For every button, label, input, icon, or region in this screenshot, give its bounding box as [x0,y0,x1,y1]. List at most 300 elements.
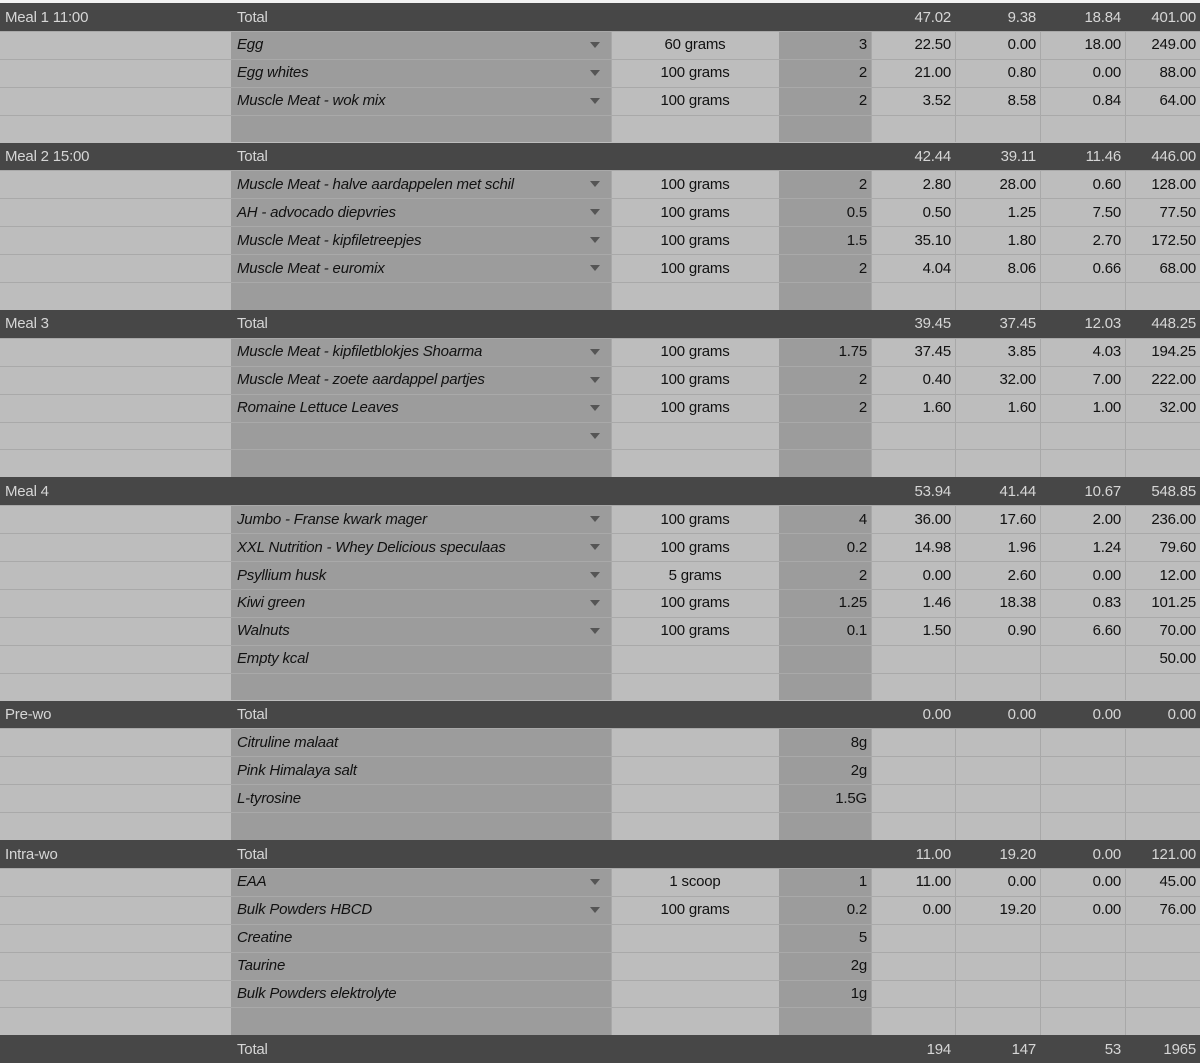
food-row [0,505,1200,533]
macro-value-cell: 6.60 [1092,622,1121,640]
unit-cell[interactable]: 100 grams [660,259,730,277]
macro-value-cell: 11.00 [915,873,951,891]
meal-total-label: Total [237,845,268,863]
macro-value-cell [955,645,1040,673]
macro-value-cell [955,952,1040,980]
chevron-down-icon[interactable] [590,544,600,550]
macro-value-cell [1125,980,1200,1008]
macro-value-cell [1040,449,1125,477]
food-row [0,31,1200,59]
quantity-cell[interactable]: 2 [858,64,867,82]
meal-total-value: 401.00 [1151,8,1196,26]
macro-value-cell: 7.50 [1092,203,1121,221]
unit-cell[interactable]: 100 grams [660,371,730,389]
macro-value-cell: 88.00 [1159,64,1196,82]
macro-value-cell [1040,645,1125,673]
food-row [0,422,1200,450]
macro-value-cell [1040,422,1125,450]
quantity-cell[interactable]: 2 [858,175,867,193]
unit-cell[interactable] [611,924,779,952]
macro-value-cell [871,115,955,143]
chevron-down-icon[interactable] [590,879,600,885]
meal-total-value: 446.00 [1151,148,1196,165]
macro-value-cell [955,924,1040,952]
macro-value-cell: 0.66 [1092,259,1121,277]
macro-value-cell [955,812,1040,840]
meal-total-value: 41.44 [999,482,1036,500]
unit-cell[interactable] [611,952,779,980]
chevron-down-icon[interactable] [590,209,600,215]
quantity-cell[interactable]: 8g [850,733,867,751]
grand-total-value: 194 [926,1040,951,1058]
food-name-cell[interactable]: Empty kcal [237,650,309,668]
meal-name: Meal 2 15:00 [5,148,90,165]
meal-name: Pre-wo [5,706,52,723]
food-row [0,366,1200,394]
meal-total-value: 11.46 [1085,148,1121,165]
quantity-cell[interactable] [779,673,871,701]
chevron-down-icon[interactable] [590,42,600,48]
macro-value-cell: 0.40 [922,371,951,389]
macro-value-cell: 37.45 [914,343,951,361]
macro-value-cell [871,422,955,450]
unit-cell[interactable]: 100 grams [660,203,730,221]
meal-total-value: 19.20 [999,845,1036,863]
food-name-cell[interactable]: Pink Himalaya salt [237,761,357,779]
food-row [0,784,1200,812]
food-name-cell[interactable]: EAA [237,873,267,891]
food-name-cell[interactable]: Egg [237,36,264,54]
quantity-cell[interactable] [779,282,871,310]
meal-total-value: 0.00 [1167,706,1196,723]
food-row [0,756,1200,784]
macro-value-cell: 28.00 [999,175,1036,193]
macro-value-cell: 0.00 [1092,873,1121,891]
macro-value-cell [955,115,1040,143]
macro-value-cell: 12.00 [1159,566,1196,584]
macro-value-cell [1040,756,1125,784]
food-name-cell[interactable]: Muscle Meat - kipfiletreepjes [237,231,422,249]
unit-cell[interactable]: 5 grams [668,566,722,584]
meal-total-label: Total [237,8,268,26]
food-name-cell[interactable]: Jumbo - Franse kwark mager [237,510,427,528]
macro-value-cell [955,784,1040,812]
macro-value-cell: 194.25 [1151,343,1196,361]
grand-total-value: 147 [1011,1040,1036,1058]
macro-value-cell: 21.00 [914,64,951,82]
unit-cell[interactable]: 100 grams [660,64,730,82]
chevron-down-icon[interactable] [590,181,600,187]
macro-value-cell [955,422,1040,450]
chevron-down-icon[interactable] [590,70,600,76]
food-name-cell[interactable]: Bulk Powders elektrolyte [237,985,397,1002]
macro-value-cell: 32.00 [999,371,1036,389]
food-row [0,254,1200,282]
quantity-cell[interactable]: 2 [858,92,867,110]
macro-value-cell: 32.00 [1159,399,1196,417]
macro-value-cell [1125,728,1200,756]
macro-value-cell: 4.03 [1092,343,1121,361]
quantity-cell[interactable]: 0.2 [846,901,867,919]
food-name-cell[interactable]: Creatine [237,929,293,947]
food-row [0,115,1200,143]
macro-value-cell: 3.52 [922,92,951,110]
macro-value-cell: 0.84 [1092,92,1121,110]
meal-total-value: 42.44 [914,148,951,165]
food-name-cell[interactable]: Citruline malaat [237,733,339,751]
macro-value-cell: 1.50 [922,622,951,640]
macro-value-cell [1125,449,1200,477]
meal-total-value: 39.11 [1000,148,1036,165]
macro-value-cell: 50.00 [1159,650,1196,668]
food-row [0,589,1200,617]
chevron-down-icon[interactable] [590,265,600,271]
meal-name: Meal 1 11:00 [5,8,89,26]
macro-value-cell [871,645,955,673]
quantity-cell[interactable]: 5 [858,929,867,947]
macro-value-cell [955,980,1040,1008]
quantity-cell[interactable]: 0.5 [846,203,867,221]
grand-total-label: Total [237,1040,268,1058]
meal-total-value: 18.84 [1084,8,1121,26]
macro-value-cell [1040,980,1125,1008]
food-row [0,673,1200,701]
unit-cell[interactable] [611,645,779,673]
chevron-down-icon[interactable] [590,516,600,522]
macro-value-cell [955,673,1040,701]
chevron-down-icon[interactable] [590,572,600,578]
macro-value-cell: 0.00 [1007,36,1036,54]
unit-cell[interactable] [611,449,779,477]
macro-value-cell: 222.00 [1151,371,1196,389]
macro-value-cell: 45.00 [1159,873,1196,891]
quantity-cell[interactable]: 2g [850,761,867,779]
quantity-cell[interactable] [779,812,871,840]
unit-cell[interactable]: 100 grams [660,901,730,919]
food-row [0,59,1200,87]
unit-cell[interactable]: 1 scoop [669,873,721,891]
quantity-cell[interactable]: 4 [858,510,867,528]
quantity-cell[interactable]: 2 [858,259,867,277]
unit-cell[interactable] [611,980,779,1008]
chevron-down-icon[interactable] [590,907,600,913]
quantity-cell[interactable]: 2 [858,399,867,417]
food-name-cell[interactable]: Bulk Powders HBCD [237,901,372,919]
food-name-cell[interactable]: Muscle Meat - zoete aardappel partjes [237,371,485,389]
food-name-cell[interactable]: XXL Nutrition - Whey Delicious speculaas [237,538,506,556]
macro-value-cell [871,673,955,701]
macro-value-cell [1040,728,1125,756]
macro-value-cell: 0.80 [1007,64,1036,82]
quantity-cell[interactable] [779,645,871,673]
macro-value-cell [1125,1007,1200,1035]
macro-value-cell: 70.00 [1159,622,1196,640]
meal-name: Meal 4 [5,482,49,500]
macro-value-cell: 0.00 [1092,901,1121,919]
macro-value-cell [1040,673,1125,701]
unit-cell[interactable] [611,784,779,812]
food-name-cell[interactable] [231,422,611,450]
macro-value-cell: 0.00 [1092,64,1121,82]
food-name-cell[interactable] [231,673,611,701]
macro-value-cell [1125,924,1200,952]
meal-header-row [0,143,1200,171]
unit-cell[interactable]: 100 grams [660,343,730,361]
chevron-down-icon[interactable] [590,405,600,411]
quantity-cell[interactable] [779,115,871,143]
meal-total-value: 9.38 [1007,8,1036,26]
macro-value-cell: 0.00 [1092,566,1121,584]
macro-value-cell: 172.50 [1151,231,1196,249]
macro-value-cell: 7.00 [1092,371,1121,389]
meal-total-value: 448.25 [1151,315,1196,333]
food-name-cell[interactable]: L-tyrosine [237,789,301,807]
macro-value-cell [1040,1007,1125,1035]
macro-value-cell [1040,282,1125,310]
food-row [0,282,1200,310]
meal-name: Intra-wo [5,845,58,863]
grand-total-row [0,1035,1200,1063]
meal-total-value: 0.00 [1007,706,1036,723]
macro-value-cell [1125,756,1200,784]
unit-cell[interactable]: 100 grams [660,594,730,612]
food-name-cell[interactable] [231,115,611,143]
food-name-cell[interactable] [231,282,611,310]
meal-total-label: Total [237,315,268,333]
macro-value-cell [871,449,955,477]
food-name-cell[interactable]: AH - advocado diepvries [237,203,396,221]
quantity-cell[interactable] [779,449,871,477]
unit-cell[interactable]: 100 grams [660,175,730,193]
meal-total-value: 53.94 [914,482,951,500]
quantity-cell[interactable]: 1.5G [835,789,867,807]
macro-value-cell [955,1007,1040,1035]
macro-value-cell [1125,812,1200,840]
macro-value-cell: 77.50 [1159,203,1196,221]
food-name-cell[interactable] [231,812,611,840]
chevron-down-icon[interactable] [590,237,600,243]
meal-total-value: 47.02 [914,8,951,26]
macro-value-cell: 64.00 [1159,92,1196,110]
food-row [0,868,1200,896]
quantity-cell[interactable]: 1g [850,985,867,1002]
chevron-down-icon[interactable] [590,377,600,383]
grand-total-value: 53 [1104,1040,1121,1058]
macro-value-cell [955,449,1040,477]
food-name-cell[interactable]: Psyllium husk [237,566,327,584]
macro-value-cell: 2.00 [1092,510,1121,528]
food-name-cell[interactable] [231,449,611,477]
food-row [0,226,1200,254]
unit-cell[interactable] [611,1007,779,1035]
unit-cell[interactable] [611,728,779,756]
unit-cell[interactable]: 100 grams [660,399,730,417]
macro-value-cell [955,756,1040,784]
meal-total-label: Total [237,148,268,165]
macro-value-cell: 0.60 [1092,175,1121,193]
macro-value-cell: 249.00 [1151,36,1196,54]
macro-value-cell: 0.00 [922,566,951,584]
macro-value-cell: 2.70 [1092,231,1121,249]
macro-value-cell: 0.50 [922,203,951,221]
unit-cell[interactable]: 100 grams [660,538,730,556]
macro-value-cell: 1.00 [1092,399,1121,417]
quantity-cell[interactable]: 1 [858,873,867,891]
meal-header-row [0,701,1200,729]
unit-cell[interactable] [611,282,779,310]
macro-value-cell [1040,784,1125,812]
quantity-cell[interactable]: 2g [850,957,867,975]
unit-cell[interactable] [611,812,779,840]
food-row [0,1007,1200,1035]
macro-value-cell [1125,115,1200,143]
macro-value-cell: 128.00 [1151,175,1196,193]
food-name-cell[interactable]: Romaine Lettuce Leaves [237,399,399,417]
macro-value-cell: 17.60 [999,510,1036,528]
macro-value-cell: 1.60 [922,399,951,417]
macro-value-cell: 14.98 [914,538,951,556]
quantity-cell[interactable]: 1.5 [846,231,867,249]
unit-cell[interactable] [611,422,779,450]
food-row [0,449,1200,477]
food-name-cell[interactable]: Kiwi green [237,594,306,612]
food-name-cell[interactable] [231,1007,611,1035]
food-row [0,561,1200,589]
macro-value-cell [871,952,955,980]
unit-cell[interactable] [611,756,779,784]
chevron-down-icon[interactable] [590,628,600,634]
quantity-cell[interactable]: 1.75 [838,343,867,361]
unit-cell[interactable]: 100 grams [660,510,730,528]
food-row [0,980,1200,1008]
macro-value-cell [1125,422,1200,450]
food-row [0,896,1200,924]
macro-value-cell: 8.06 [1007,259,1036,277]
macro-value-cell: 1.46 [922,594,951,612]
macro-value-cell [871,1007,955,1035]
macro-value-cell: 4.04 [922,259,951,277]
macro-value-cell [871,282,955,310]
macro-value-cell [1040,952,1125,980]
macro-value-cell: 8.58 [1007,92,1036,110]
macro-value-cell [871,924,955,952]
macro-value-cell [871,784,955,812]
food-row [0,924,1200,952]
macro-value-cell: 76.00 [1159,901,1196,919]
quantity-cell[interactable]: 1.25 [838,594,867,612]
unit-cell[interactable]: 100 grams [660,231,730,249]
meal-header-row [0,310,1200,338]
macro-value-cell: 22.50 [914,36,951,54]
food-row [0,645,1200,673]
food-row [0,617,1200,645]
macro-value-cell: 3.85 [1007,343,1036,361]
unit-cell[interactable]: 60 grams [664,36,726,54]
macro-value-cell [1125,952,1200,980]
chevron-down-icon[interactable] [590,433,600,439]
meal-total-value: 0.00 [1092,845,1121,863]
meal-total-value: 37.45 [999,315,1036,333]
meal-total-value: 39.45 [914,315,951,333]
unit-cell[interactable] [611,673,779,701]
macro-value-cell: 36.00 [914,510,951,528]
meal-total-value: 12.03 [1084,315,1121,333]
food-row [0,338,1200,366]
meal-total-value: 0.00 [1092,706,1121,723]
macro-value-cell: 0.00 [922,901,951,919]
macro-value-cell: 2.60 [1007,566,1036,584]
macro-value-cell: 19.20 [999,901,1036,919]
unit-cell[interactable]: 100 grams [660,92,730,110]
food-row [0,533,1200,561]
food-row [0,394,1200,422]
meal-total-value: 0.00 [922,706,951,723]
macro-value-cell: 1.80 [1007,231,1036,249]
food-row [0,952,1200,980]
quantity-cell[interactable]: 3 [858,36,867,54]
macro-value-cell: 0.00 [1007,873,1036,891]
meal-total-value: 548.85 [1151,482,1196,500]
quantity-cell[interactable] [779,1007,871,1035]
macro-value-cell: 1.24 [1092,538,1121,556]
chevron-down-icon[interactable] [590,349,600,355]
macro-value-cell: 0.90 [1007,622,1036,640]
food-name-cell[interactable]: Muscle Meat - euromix [237,259,385,277]
quantity-cell[interactable]: 2 [858,371,867,389]
meal-total-value: 11.00 [915,845,951,863]
macro-value-cell: 35.10 [914,231,951,249]
macro-value-cell [1040,812,1125,840]
food-row [0,728,1200,756]
macro-value-cell: 1.60 [1007,399,1036,417]
quantity-cell[interactable]: 0.2 [846,538,867,556]
meal-total-value: 121.00 [1151,845,1196,863]
food-name-cell[interactable]: Muscle Meat - wok mix [237,92,386,110]
unit-cell[interactable]: 100 grams [660,622,730,640]
quantity-cell[interactable] [779,422,871,450]
macro-value-cell [1125,784,1200,812]
macro-value-cell [1125,282,1200,310]
macro-value-cell: 2.80 [922,175,951,193]
meal-total-label: Total [237,706,268,723]
macro-value-cell: 0.83 [1092,594,1121,612]
food-name-cell[interactable]: Walnuts [237,622,290,640]
macro-value-cell: 236.00 [1151,510,1196,528]
meal-name: Meal 3 [5,315,49,333]
quantity-cell[interactable]: 2 [858,566,867,584]
macro-value-cell [955,728,1040,756]
grand-total-value: 1965 [1163,1040,1196,1058]
macro-value-cell: 68.00 [1159,259,1196,277]
food-row [0,87,1200,115]
macro-value-cell: 1.96 [1007,538,1036,556]
quantity-cell[interactable]: 0.1 [846,622,867,640]
chevron-down-icon[interactable] [590,98,600,104]
macro-value-cell: 18.38 [999,594,1036,612]
food-name-cell[interactable]: Egg whites [237,64,309,82]
food-name-cell[interactable]: Muscle Meat - halve aardappelen met schil [237,175,514,193]
meal-header-row [0,840,1200,868]
chevron-down-icon[interactable] [590,600,600,606]
food-name-cell[interactable]: Muscle Meat - kipfiletblokjes Shoarma [237,343,483,361]
unit-cell[interactable] [611,115,779,143]
macro-value-cell: 18.00 [1084,36,1121,54]
macro-value-cell [1040,115,1125,143]
food-row [0,170,1200,198]
food-name-cell[interactable]: Taurine [237,957,286,975]
macro-value-cell [871,756,955,784]
macro-value-cell [955,282,1040,310]
